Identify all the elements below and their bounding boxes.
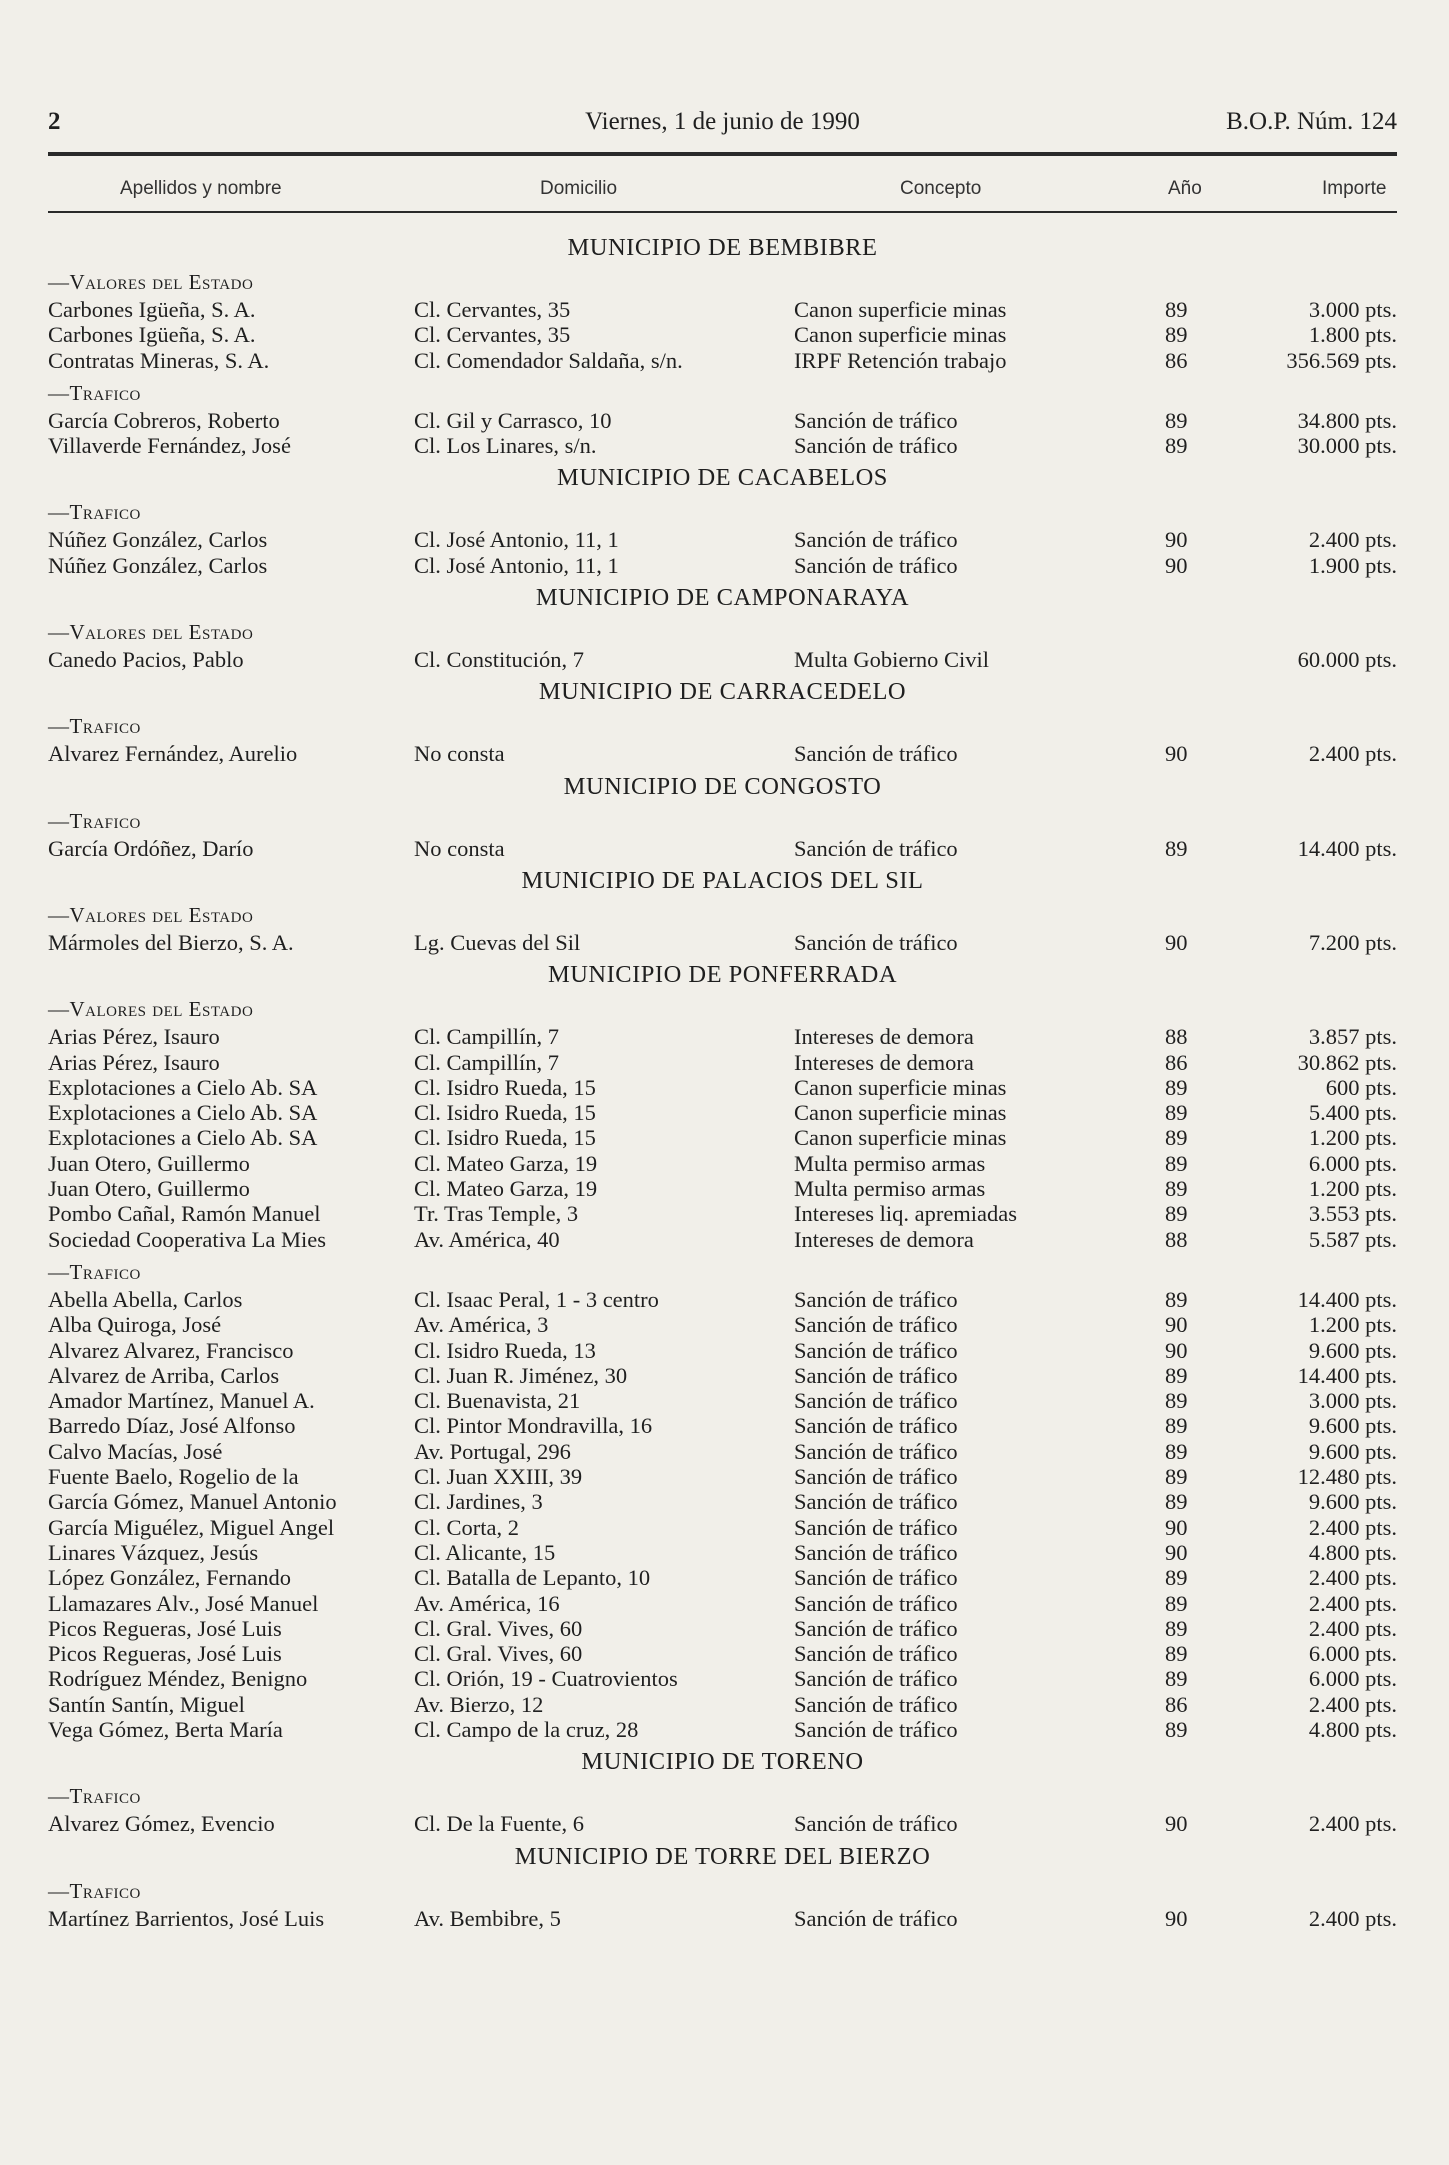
cell-amount: 1.200 pts. [1308, 1125, 1397, 1151]
cell-year: 86 [1165, 1691, 1188, 1717]
table-row [48, 553, 1397, 578]
cell-year: 86 [1165, 347, 1188, 373]
table-row [48, 527, 1397, 552]
section-heading-label: —Valores del Estado [48, 997, 254, 1022]
cell-amount: 3.000 pts. [1308, 1388, 1397, 1414]
table-row [48, 1666, 1397, 1691]
table-row [48, 1287, 1397, 1312]
cell-amount: 2.400 pts. [1308, 1905, 1397, 1931]
page-header [48, 108, 1397, 144]
cell-address: Cl. Buenavista, 21 [414, 1388, 581, 1414]
table-row [48, 348, 1397, 373]
cell-concept: Sanción de tráfico [794, 1514, 958, 1540]
table-row [48, 1489, 1397, 1514]
column-header-amount: Importe [1322, 178, 1387, 199]
section-heading [48, 373, 1397, 408]
cell-concept: Canon superficie minas [794, 297, 1007, 322]
cell-address: Cl. Gil y Carrasco, 10 [414, 407, 612, 433]
cell-year: 89 [1165, 1413, 1188, 1439]
cell-concept: Sanción de tráfico [794, 407, 958, 433]
cell-concept: Intereses de demora [794, 1049, 974, 1075]
cell-name: Linares Vázquez, Jesús [48, 1539, 259, 1565]
cell-address: Cl. Mateo Garza, 19 [414, 1176, 598, 1202]
table-row [48, 1338, 1397, 1363]
cell-year [1165, 647, 1255, 672]
cell-year: 89 [1165, 1125, 1188, 1151]
cell-year: 89 [1165, 1362, 1188, 1388]
table-row [48, 1591, 1397, 1616]
cell-concept: Canon superficie minas [794, 322, 1007, 348]
cell-amount: 9.600 pts. [1308, 1337, 1397, 1363]
cell-year: 89 [1165, 1590, 1188, 1616]
cell-year: 89 [1165, 1565, 1188, 1591]
table-row [48, 1565, 1397, 1590]
table-row [48, 1540, 1397, 1565]
cell-name: Pombo Cañal, Ramón Manuel [48, 1201, 321, 1227]
column-header-concept: Concepto [900, 178, 982, 199]
cell-concept: Intereses de demora [794, 1024, 974, 1050]
cell-year: 90 [1165, 552, 1188, 578]
table-row [48, 1363, 1397, 1388]
cell-amount: 3.857 pts. [1308, 1024, 1397, 1050]
municipality-heading: MUNICIPIO DE BEMBIBRE [567, 234, 878, 261]
cell-amount: 3.553 pts. [1308, 1201, 1397, 1227]
page-number: 2 [48, 108, 61, 135]
cell-name: Mármoles del Bierzo, S. A. [48, 929, 294, 955]
table-row [48, 297, 1397, 322]
cell-address: Av. Bembibre, 5 [414, 1905, 561, 1931]
cell-address: Cl. Campo de la cruz, 28 [414, 1716, 639, 1742]
section-heading-label: —Trafico [48, 714, 141, 739]
cell-name: Abella Abella, Carlos [48, 1286, 243, 1312]
cell-year: 89 [1165, 1388, 1188, 1414]
section-heading [48, 1871, 1397, 1906]
cell-name: López González, Fernando [48, 1565, 292, 1591]
cell-year: 89 [1165, 407, 1188, 433]
table-row [48, 1050, 1397, 1075]
cell-concept: Sanción de tráfico [794, 1337, 958, 1363]
cell-concept: Sanción de tráfico [794, 1691, 958, 1717]
cell-amount: 2.400 pts. [1308, 741, 1397, 767]
section-heading [48, 492, 1397, 527]
cell-concept: Canon superficie minas [794, 1100, 1007, 1126]
cell-year: 89 [1165, 1286, 1188, 1312]
cell-address: Av. América, 16 [414, 1590, 560, 1616]
cell-amount: 2.400 pts. [1308, 1811, 1397, 1837]
cell-concept: Sanción de tráfico [794, 1615, 958, 1641]
table-row [48, 836, 1397, 861]
cell-concept: Sanción de tráfico [794, 1413, 958, 1439]
cell-year: 89 [1165, 1100, 1188, 1126]
cell-year: 90 [1165, 1905, 1188, 1931]
cell-amount: 30.000 pts. [1297, 433, 1397, 459]
table-row [48, 930, 1397, 955]
cell-address: Cl. Mateo Garza, 19 [414, 1150, 598, 1176]
cell-name: Canedo Pacios, Pablo [48, 647, 244, 673]
cell-year: 89 [1165, 1641, 1188, 1667]
cell-name: Carbones Igüeña, S. A. [48, 297, 256, 322]
cell-name: Alba Quiroga, José [48, 1312, 222, 1338]
cell-address: Cl. José Antonio, 11, 1 [414, 552, 619, 578]
cell-address: Cl. Constitución, 7 [414, 647, 585, 673]
column-header-rule [48, 211, 1397, 213]
cell-name: Explotaciones a Cielo Ab. SA [48, 1074, 318, 1100]
cell-name: Villaverde Fernández, José [48, 433, 291, 459]
cell-year: 90 [1165, 1337, 1188, 1363]
table-row [48, 322, 1397, 347]
cell-year: 90 [1165, 1312, 1188, 1338]
cell-concept: Sanción de tráfico [794, 1590, 958, 1616]
cell-amount: 5.400 pts. [1308, 1100, 1397, 1126]
cell-amount: 30.862 pts. [1297, 1049, 1397, 1075]
cell-concept: Sanción de tráfico [794, 433, 958, 459]
cell-concept: Sanción de tráfico [794, 1286, 958, 1312]
section-heading-label: —Trafico [48, 380, 141, 405]
table-row [48, 1151, 1397, 1176]
cell-concept: Intereses liq. apremiadas [794, 1201, 1018, 1227]
table-row [48, 1464, 1397, 1489]
cell-address: No consta [414, 835, 505, 861]
municipality-heading: MUNICIPIO DE CARRACEDELO [538, 678, 907, 706]
cell-year: 89 [1165, 1176, 1188, 1202]
cell-year: 89 [1165, 1464, 1188, 1490]
section-heading-label: —Trafico [48, 808, 141, 833]
cell-address: Cl. Isidro Rueda, 15 [414, 1125, 596, 1151]
cell-name: Arias Pérez, Isauro [48, 1024, 220, 1050]
cell-name: Picos Regueras, José Luis [48, 1615, 282, 1641]
table-row [48, 1616, 1397, 1641]
cell-year: 90 [1165, 929, 1188, 955]
table-row [48, 1176, 1397, 1201]
table-row [48, 647, 1397, 672]
cell-name: Santín Santín, Miguel [48, 1691, 245, 1717]
table-row [48, 1125, 1397, 1150]
cell-amount: 600 pts. [1325, 1074, 1397, 1100]
cell-name: Llamazares Alv., José Manuel [48, 1590, 319, 1616]
cell-year: 89 [1165, 835, 1188, 861]
cell-name: Rodríguez Méndez, Benigno [48, 1666, 308, 1692]
cell-address: Cl. José Antonio, 11, 1 [414, 527, 619, 553]
cell-concept: Sanción de tráfico [794, 1641, 958, 1667]
cell-concept: Sanción de tráfico [794, 1811, 958, 1837]
cell-amount: 2.400 pts. [1308, 1514, 1397, 1540]
cell-amount: 9.600 pts. [1308, 1438, 1397, 1464]
cell-address: Tr. Tras Temple, 3 [414, 1201, 579, 1227]
cell-concept: Intereses de demora [794, 1226, 974, 1252]
cell-concept: Sanción de tráfico [794, 1489, 958, 1515]
cell-year: 89 [1165, 1489, 1188, 1515]
section-heading [48, 801, 1397, 836]
cell-year: 90 [1165, 1811, 1188, 1837]
cell-amount: 5.587 pts. [1308, 1226, 1397, 1252]
cell-concept: Canon superficie minas [794, 1074, 1007, 1100]
table-row [48, 1024, 1397, 1049]
cell-name: Picos Regueras, José Luis [48, 1641, 282, 1667]
cell-year: 90 [1165, 1539, 1188, 1565]
cell-address: Av. Bierzo, 12 [414, 1691, 544, 1717]
cell-address: Cl. Batalla de Lepanto, 10 [414, 1565, 651, 1591]
municipality-heading: MUNICIPIO DE CAMPONARAYA [535, 584, 910, 612]
header-rule [48, 152, 1397, 156]
cell-amount: 4.800 pts. [1308, 1716, 1397, 1742]
cell-concept: Sanción de tráfico [794, 1362, 958, 1388]
cell-concept: Sanción de tráfico [794, 1464, 958, 1490]
section-heading-label: —Trafico [48, 1259, 141, 1284]
cell-concept: Sanción de tráfico [794, 1565, 958, 1591]
cell-name: Arias Pérez, Isauro [48, 1049, 220, 1075]
cell-address: Lg. Cuevas del Sil [414, 929, 581, 955]
table-row [48, 1075, 1397, 1100]
cell-concept: Sanción de tráfico [794, 1539, 958, 1565]
cell-amount: 34.800 pts. [1297, 407, 1397, 433]
cell-address: Cl. Juan XXIII, 39 [414, 1464, 583, 1490]
cell-address: Cl. Alicante, 15 [414, 1539, 556, 1565]
cell-amount: 3.000 pts. [1308, 297, 1397, 322]
table-row [48, 408, 1397, 433]
cell-amount: 6.000 pts. [1308, 1641, 1397, 1667]
cell-address: Cl. Gral. Vives, 60 [414, 1615, 583, 1641]
municipality-heading: MUNICIPIO DE CACABELOS [557, 464, 888, 492]
section-heading [48, 706, 1397, 741]
municipality-heading: MUNICIPIO DE CONGOSTO [563, 772, 882, 800]
cell-name: García Gómez, Manuel Antonio [48, 1489, 337, 1515]
cell-address: Cl. Cervantes, 35 [414, 322, 571, 348]
cell-amount: 7.200 pts. [1308, 929, 1397, 955]
cell-amount: 2.400 pts. [1308, 1691, 1397, 1717]
cell-name: Explotaciones a Cielo Ab. SA [48, 1125, 318, 1151]
cell-concept: Sanción de tráfico [794, 741, 958, 767]
cell-amount: 2.400 pts. [1308, 1565, 1397, 1591]
cell-name: Juan Otero, Guillermo [48, 1150, 250, 1176]
column-header-name: Apellidos y nombre [120, 178, 282, 199]
cell-concept: Sanción de tráfico [794, 1388, 958, 1414]
cell-address: No consta [414, 741, 505, 767]
cell-year: 90 [1165, 741, 1188, 767]
section-heading [48, 262, 1397, 297]
municipality-heading: MUNICIPIO DE PALACIOS DEL SIL [521, 866, 924, 894]
cell-year: 89 [1165, 1074, 1188, 1100]
cell-amount: 2.400 pts. [1308, 527, 1397, 553]
cell-name: Barredo Díaz, José Alfonso [48, 1413, 296, 1439]
section-heading-label: —Trafico [48, 500, 141, 525]
cell-concept: IRPF Retención trabajo [794, 347, 1007, 373]
cell-concept: Multa permiso armas [794, 1176, 986, 1202]
table-row [48, 433, 1397, 458]
cell-concept: Sanción de tráfico [794, 1905, 958, 1931]
cell-concept: Canon superficie minas [794, 1125, 1007, 1151]
municipality-heading: MUNICIPIO DE TORRE DEL BIERZO [514, 1842, 931, 1870]
table-row [48, 1717, 1397, 1742]
cell-amount: 1.900 pts. [1308, 552, 1397, 578]
cell-amount: 6.000 pts. [1308, 1150, 1397, 1176]
cell-year: 89 [1165, 1438, 1188, 1464]
cell-year: 89 [1165, 322, 1188, 348]
cell-year: 90 [1165, 1514, 1188, 1540]
cell-name: Martínez Barrientos, José Luis [48, 1905, 325, 1931]
cell-concept: Sanción de tráfico [794, 1666, 958, 1692]
cell-amount: 14.400 pts. [1297, 835, 1397, 861]
table-row [48, 1811, 1397, 1836]
section-heading-label: —Trafico [48, 1878, 141, 1903]
cell-address: Av. América, 3 [414, 1312, 549, 1338]
cell-name: García Cobreros, Roberto [48, 407, 280, 433]
cell-year: 88 [1165, 1226, 1188, 1252]
cell-name: Contratas Mineras, S. A. [48, 347, 270, 373]
section-heading-label: —Valores del Estado [48, 620, 254, 645]
cell-year: 89 [1165, 297, 1188, 322]
cell-address: Cl. Isidro Rueda, 15 [414, 1074, 596, 1100]
cell-amount: 14.400 pts. [1297, 1286, 1397, 1312]
cell-concept: Sanción de tráfico [794, 1716, 958, 1742]
column-header-year: Año [1168, 178, 1202, 199]
section-heading [48, 989, 1397, 1024]
cell-amount: 1.800 pts. [1308, 322, 1397, 348]
cell-concept: Sanción de tráfico [794, 929, 958, 955]
cell-address: Cl. Jardines, 3 [414, 1489, 543, 1515]
cell-name: Explotaciones a Cielo Ab. SA [48, 1100, 318, 1126]
cell-name: Calvo Macías, José [48, 1438, 223, 1464]
cell-address: Cl. Orión, 19 - Cuatrovientos [414, 1666, 678, 1692]
table-row [48, 1227, 1397, 1252]
cell-year: 86 [1165, 1049, 1188, 1075]
cell-year: 89 [1165, 1201, 1188, 1227]
section-heading-label: —Valores del Estado [48, 902, 254, 927]
cell-name: Núñez González, Carlos [48, 552, 268, 578]
table-row [48, 1100, 1397, 1125]
cell-name: Sociedad Cooperativa La Mies [48, 1226, 327, 1252]
cell-concept: Multa permiso armas [794, 1150, 986, 1176]
table-row [48, 1413, 1397, 1438]
cell-address: Cl. Corta, 2 [414, 1514, 519, 1540]
cell-amount: 2.400 pts. [1308, 1615, 1397, 1641]
table-row [48, 1439, 1397, 1464]
cell-address: Cl. Campillín, 7 [414, 1024, 560, 1050]
header-date: Viernes, 1 de junio de 1990 [585, 108, 860, 135]
section-heading [48, 1252, 1397, 1287]
municipality-heading: MUNICIPIO DE TORENO [581, 1748, 864, 1776]
section-heading [48, 895, 1397, 930]
cell-amount: 1.200 pts. [1308, 1176, 1397, 1202]
cell-amount: 12.480 pts. [1297, 1464, 1397, 1490]
cell-concept: Sanción de tráfico [794, 527, 958, 553]
cell-name: Fuente Baelo, Rogelio de la [48, 1464, 299, 1490]
section-heading-label: —Valores del Estado [48, 270, 254, 294]
cell-amount: 14.400 pts. [1297, 1362, 1397, 1388]
cell-address: Cl. Gral. Vives, 60 [414, 1641, 583, 1667]
cell-address: Av. América, 40 [414, 1226, 560, 1252]
cell-name: Juan Otero, Guillermo [48, 1176, 250, 1202]
cell-concept: Sanción de tráfico [794, 1312, 958, 1338]
cell-year: 89 [1165, 1615, 1188, 1641]
cell-address: Cl. Cervantes, 35 [414, 297, 571, 322]
table-row [48, 1515, 1397, 1540]
cell-year: 89 [1165, 1150, 1188, 1176]
records-list [48, 228, 1397, 2148]
cell-year: 89 [1165, 433, 1188, 459]
cell-year: 89 [1165, 1666, 1188, 1692]
cell-year: 90 [1165, 527, 1188, 553]
table-row [48, 1312, 1397, 1337]
cell-address: Cl. Isidro Rueda, 13 [414, 1337, 596, 1363]
section-heading-label: —Trafico [48, 1784, 141, 1809]
cell-amount: 60.000 pts. [1297, 647, 1397, 673]
cell-address: Cl. Comendador Saldaña, s/n. [414, 347, 683, 373]
cell-amount: 6.000 pts. [1308, 1666, 1397, 1692]
cell-amount: 4.800 pts. [1308, 1539, 1397, 1565]
cell-concept: Sanción de tráfico [794, 1438, 958, 1464]
cell-concept: Sanción de tráfico [794, 552, 958, 578]
cell-concept: Multa Gobierno Civil [794, 647, 989, 673]
cell-name: Alvarez de Arriba, Carlos [48, 1362, 280, 1388]
cell-name: Amador Martínez, Manuel A. [48, 1388, 315, 1414]
column-header-address: Domicilio [540, 178, 618, 199]
table-row [48, 1692, 1397, 1717]
cell-amount: 9.600 pts. [1308, 1413, 1397, 1439]
cell-name: Alvarez Alvarez, Francisco [48, 1337, 294, 1363]
cell-name: Alvarez Gómez, Evencio [48, 1811, 275, 1837]
cell-name: García Miguélez, Miguel Angel [48, 1514, 335, 1540]
cell-year: 89 [1165, 1716, 1188, 1742]
table-row [48, 1388, 1397, 1413]
cell-name: Alvarez Fernández, Aurelio [48, 741, 298, 767]
table-row [48, 1641, 1397, 1666]
section-heading [48, 612, 1397, 647]
cell-address: Av. Portugal, 296 [414, 1438, 571, 1464]
bulletin-number: B.O.P. Núm. 124 [1226, 108, 1397, 135]
table-row [48, 741, 1397, 766]
cell-amount: 2.400 pts. [1308, 1590, 1397, 1616]
cell-address: Cl. Isidro Rueda, 15 [414, 1100, 596, 1126]
cell-amount: 9.600 pts. [1308, 1489, 1397, 1515]
cell-address: Cl. Juan R. Jiménez, 30 [414, 1362, 628, 1388]
cell-address: Cl. Pintor Mondravilla, 16 [414, 1413, 653, 1439]
cell-address: Cl. Los Linares, s/n. [414, 433, 597, 459]
cell-address: Cl. Isaac Peral, 1 - 3 centro [414, 1286, 659, 1312]
cell-address: Cl. De la Fuente, 6 [414, 1811, 584, 1837]
cell-concept: Sanción de tráfico [794, 835, 958, 861]
cell-name: Vega Gómez, Berta María [48, 1716, 283, 1742]
cell-address: Cl. Campillín, 7 [414, 1049, 560, 1075]
cell-name: García Ordóñez, Darío [48, 835, 254, 861]
cell-name: Carbones Igüeña, S. A. [48, 322, 256, 348]
section-heading [48, 1776, 1397, 1811]
municipality-heading: MUNICIPIO DE PONFERRADA [547, 961, 898, 989]
table-row [48, 1906, 1397, 1931]
cell-year: 88 [1165, 1024, 1188, 1050]
cell-amount: 1.200 pts. [1308, 1312, 1397, 1338]
cell-amount: 356.569 pts. [1286, 347, 1397, 373]
cell-name: Núñez González, Carlos [48, 527, 268, 553]
table-row [48, 1201, 1397, 1226]
